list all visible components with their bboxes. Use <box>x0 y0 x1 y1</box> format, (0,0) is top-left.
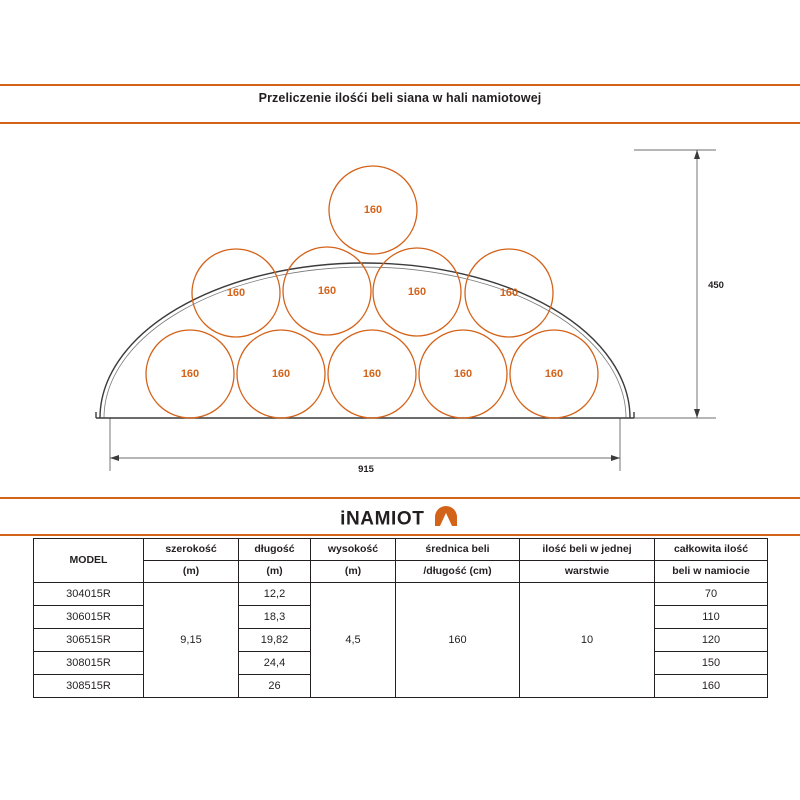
width-dimension-label: 915 <box>358 464 374 475</box>
divider-under-title <box>0 122 800 124</box>
bale-label: 160 <box>317 284 337 297</box>
column-header-height <box>311 539 396 561</box>
cell-length: 19,82 <box>239 629 311 652</box>
cell-length: 18,3 <box>239 606 311 629</box>
column-subheader-diameter <box>396 561 520 583</box>
cell-total: 70 <box>655 583 768 606</box>
cell-model: 308015R <box>34 652 144 675</box>
page-title: Przeliczenie ilośći beli siana w hali namiotowej <box>258 91 542 105</box>
column-header-length-line2: (m) <box>266 564 283 577</box>
table-body <box>34 583 768 698</box>
cell-model: 308515R <box>34 675 144 698</box>
column-header-total-line1: całkowita ilość <box>673 542 749 555</box>
column-header-width-line1: szerokość <box>165 542 217 555</box>
cell-width-merged: 9,15 <box>144 583 239 698</box>
height-dim-arrow-up <box>694 150 700 159</box>
column-subheader-height <box>311 561 396 583</box>
divider-top <box>0 84 800 86</box>
column-header-width-line2: (m) <box>182 564 200 577</box>
table-header <box>34 539 768 583</box>
column-header-model <box>34 539 144 583</box>
column-header-per-layer-line1: ilość beli w jednej <box>542 542 632 555</box>
column-header-width <box>144 539 239 561</box>
bale-label: 160 <box>499 286 519 299</box>
cell-model: 304015R <box>34 583 144 606</box>
column-header-height-line1: wysokość <box>327 542 379 555</box>
table-header-subrow <box>34 561 768 583</box>
cell-diameter-merged: 160 <box>396 583 520 698</box>
divider-under-logo <box>0 534 800 536</box>
cell-per-layer-merged: 10 <box>520 583 655 698</box>
column-header-length <box>239 539 311 561</box>
column-subheader-length <box>239 561 311 583</box>
tent-cross-section-diagram <box>0 128 800 488</box>
bale-label: 160 <box>271 367 291 380</box>
bale-label: 160 <box>407 285 427 298</box>
height-dimension-label: 450 <box>708 280 724 291</box>
specifications-table-wrapper <box>33 538 767 698</box>
cell-length: 12,2 <box>239 583 311 606</box>
column-subheader-per-layer <box>520 561 655 583</box>
table-row <box>34 583 768 606</box>
column-header-height-line2: (m) <box>344 564 362 577</box>
height-dim-arrow-down <box>694 409 700 418</box>
column-subheader-total <box>655 561 768 583</box>
table-header-row <box>34 539 768 561</box>
width-dim-arrow-left <box>110 455 119 461</box>
bale-label: 160 <box>226 286 246 299</box>
cell-total: 110 <box>655 606 768 629</box>
cell-total: 120 <box>655 629 768 652</box>
bale-label: 160 <box>180 367 200 380</box>
cell-length: 26 <box>239 675 311 698</box>
tent-outer-arch <box>100 263 630 418</box>
brand-name: iNAMIOT <box>340 508 425 530</box>
column-header-length-line1: długość <box>254 542 295 555</box>
bale-label: 160 <box>362 367 382 380</box>
column-header-total <box>655 539 768 561</box>
column-header-diameter-line2: /długość (cm) <box>423 564 492 577</box>
cell-model: 306015R <box>34 606 144 629</box>
column-header-model-line1: MODEL <box>69 553 108 566</box>
column-header-diameter-line1: średnica beli <box>425 542 490 555</box>
cell-model: 306515R <box>34 629 144 652</box>
tent-inner-arch <box>104 267 626 418</box>
bale-label: 160 <box>363 203 383 216</box>
column-header-per-layer-line2: warstwie <box>564 564 610 577</box>
tent-icon <box>432 504 460 537</box>
specifications-table <box>33 538 768 698</box>
column-header-per-layer <box>520 539 655 561</box>
bale-label: 160 <box>453 367 473 380</box>
bale-label: 160 <box>544 367 564 380</box>
brand-logo[interactable] <box>0 503 800 531</box>
divider-above-logo <box>0 497 800 499</box>
cell-total: 150 <box>655 652 768 675</box>
column-subheader-width <box>144 561 239 583</box>
width-dim-arrow-right <box>611 455 620 461</box>
cell-height-merged: 4,5 <box>311 583 396 698</box>
cell-total: 160 <box>655 675 768 698</box>
cell-length: 24,4 <box>239 652 311 675</box>
column-header-total-line2: beli w namiocie <box>672 564 750 577</box>
column-header-diameter <box>396 539 520 561</box>
